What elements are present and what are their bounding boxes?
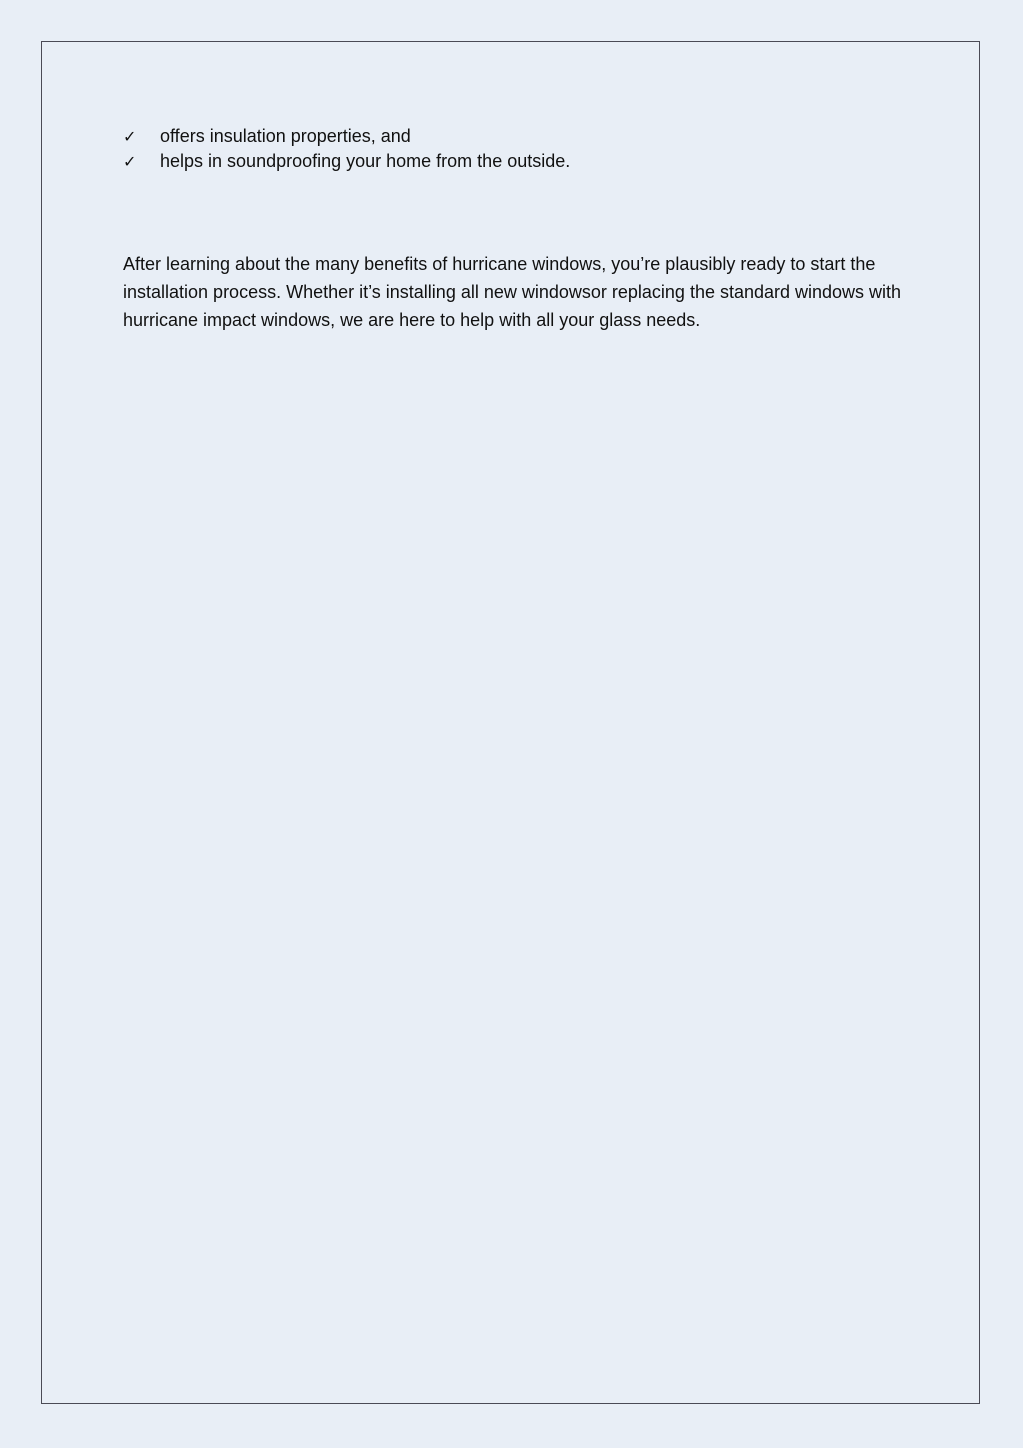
checkmark-icon: ✓ xyxy=(123,127,137,146)
benefits-checklist xyxy=(123,124,570,174)
checklist-item xyxy=(123,124,570,149)
checkmark-icon: ✓ xyxy=(123,152,137,171)
checklist-item xyxy=(123,149,570,174)
checklist-item-text: helps in soundproofing your home from the outside. xyxy=(160,151,571,171)
checklist-item-text: offers insulation properties, and xyxy=(160,126,411,146)
document-page xyxy=(41,41,980,1404)
body-paragraph: After learning about the many benefits of hurricane windows, you’re plausibly ready to start the installation process. Whether it’s installing all new windowsor replacing the standard windows with hurricane impact windows, we are here to help with all your glass needs. xyxy=(123,254,902,330)
